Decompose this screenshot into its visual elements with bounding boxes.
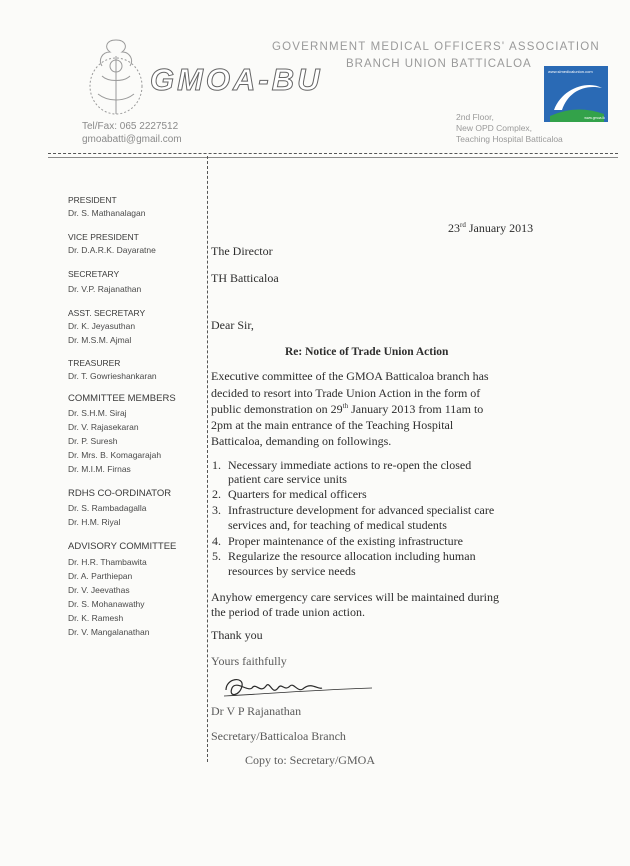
member-name: Dr. V. Jeevathas <box>68 585 130 595</box>
letter-subject: Re: Notice of Trade Union Action <box>285 346 449 358</box>
heading-secretary: SECRETARY <box>68 269 120 279</box>
list-item-continuation: services and, for teaching of medical students <box>228 518 447 532</box>
list-item-continuation: resources by service needs <box>228 564 356 578</box>
heading-vice-president: VICE PRESIDENT <box>68 232 139 242</box>
address-line: 2nd Floor, <box>456 112 494 122</box>
org-name-line1: GOVERNMENT MEDICAL OFFICERS' ASSOCIATION <box>272 41 600 53</box>
heading-committee-members: COMMITTEE MEMBERS <box>68 393 176 404</box>
list-number: 1. <box>212 458 221 472</box>
paragraph-line: Batticaloa, demanding on followings. <box>211 434 392 448</box>
list-item: Proper maintenance of the existing infrastructure <box>228 534 463 548</box>
column-divider <box>207 156 208 762</box>
member-name: Dr. V. Mangalanathan <box>68 627 150 637</box>
member-name: Dr. S. Rambadagalla <box>68 503 147 513</box>
crescent-icon <box>544 66 608 122</box>
address-line: New OPD Complex, <box>456 123 533 133</box>
member-name: Dr. T. Gowrieshankaran <box>68 371 157 381</box>
closing: Yours faithfully <box>211 654 287 668</box>
address-line: Teaching Hospital Batticaloa <box>456 134 563 144</box>
thank-you: Thank you <box>211 628 263 642</box>
member-name: Dr. H.M. Riyal <box>68 517 121 527</box>
member-name: Dr. M.S.M. Ajmal <box>68 335 132 345</box>
list-number: 5. <box>212 549 221 563</box>
member-name: Dr. V. Rajasekaran <box>68 422 139 432</box>
list-number: 3. <box>212 503 221 517</box>
header-divider <box>48 153 618 154</box>
contact-email: gmoabatti@gmail.com <box>82 134 182 145</box>
gmoa-bu-logo-text: GMOA-BU <box>150 62 323 97</box>
letter-date: 23rd January 2013 <box>448 221 534 235</box>
signatory-title: Secretary/Batticaloa Branch <box>211 729 346 743</box>
badge-url: www.slmedicalunion.com <box>548 69 593 74</box>
paragraph-line: 2pm at the main entrance of the Teaching Hospital <box>211 418 454 432</box>
member-name: Dr. M.I.M. Firnas <box>68 464 131 474</box>
signatory-name: Dr V P Rajanathan <box>211 704 302 718</box>
member-name: Dr. V.P. Rajanathan <box>68 284 142 294</box>
heading-president: PRESIDENT <box>68 195 117 205</box>
list-item: Infrastructure development for advanced specialist care <box>228 503 495 517</box>
member-name: Dr. K. Ramesh <box>68 613 124 623</box>
list-item: Regularize the resource allocation including human <box>228 549 476 563</box>
paragraph-line: decided to resort into Trade Union Action in the form of <box>211 386 481 400</box>
member-name: Dr. D.A.R.K. Dayaratne <box>68 245 156 255</box>
member-name: Dr. K. Jeyasuthan <box>68 321 136 331</box>
member-name: Dr. A. Parthiepan <box>68 571 133 581</box>
member-name: Dr. S. Mathanalagan <box>68 208 146 218</box>
list-item: Necessary immediate actions to re-open the closed <box>228 458 472 472</box>
paragraph-line: Anyhow emergency care services will be maintained during <box>211 590 500 604</box>
list-number: 4. <box>212 534 221 548</box>
handwritten-signature <box>222 668 382 708</box>
paragraph-line: public demonstration on 29th January 2013 from 11am to <box>211 402 484 416</box>
member-name: Dr. Mrs. B. Komagarajah <box>68 450 162 460</box>
heading-asst-secretary: ASST. SECRETARY <box>68 308 146 318</box>
header-divider-secondary <box>48 157 618 158</box>
salutation: Dear Sir, <box>211 318 254 332</box>
copy-to: Copy to: Secretary/GMOA <box>245 753 375 767</box>
association-badge <box>544 66 608 122</box>
paragraph-line: the period of trade union action. <box>211 605 365 619</box>
contact-tel: Tel/Fax: 065 2227512 <box>82 121 179 132</box>
heading-rdhs-coordinator: RDHS CO-ORDINATOR <box>68 488 172 499</box>
org-name-line2: BRANCH UNION BATTICALOA <box>346 58 532 70</box>
gmoa-emblem-logo <box>80 36 152 122</box>
member-name: Dr. S. Mohanawathy <box>68 599 145 609</box>
list-item-continuation: patient care service units <box>228 472 347 486</box>
recipient-line: The Director <box>211 244 273 258</box>
list-number: 2. <box>212 487 221 501</box>
list-item: Quarters for medical officers <box>228 487 367 501</box>
member-name: Dr. H.R. Thambawita <box>68 557 147 567</box>
heading-treasurer: TREASURER <box>68 358 121 368</box>
badge-url-secondary: www.gmoa.lk <box>584 116 605 120</box>
heading-advisory-committee: ADVISORY COMMITTEE <box>68 541 177 552</box>
paragraph-line: Executive committee of the GMOA Batticaloa branch has <box>211 369 489 383</box>
member-name: Dr. P. Suresh <box>68 436 118 446</box>
recipient-line: TH Batticaloa <box>211 271 279 285</box>
member-name: Dr. S.H.M. Siraj <box>68 408 127 418</box>
